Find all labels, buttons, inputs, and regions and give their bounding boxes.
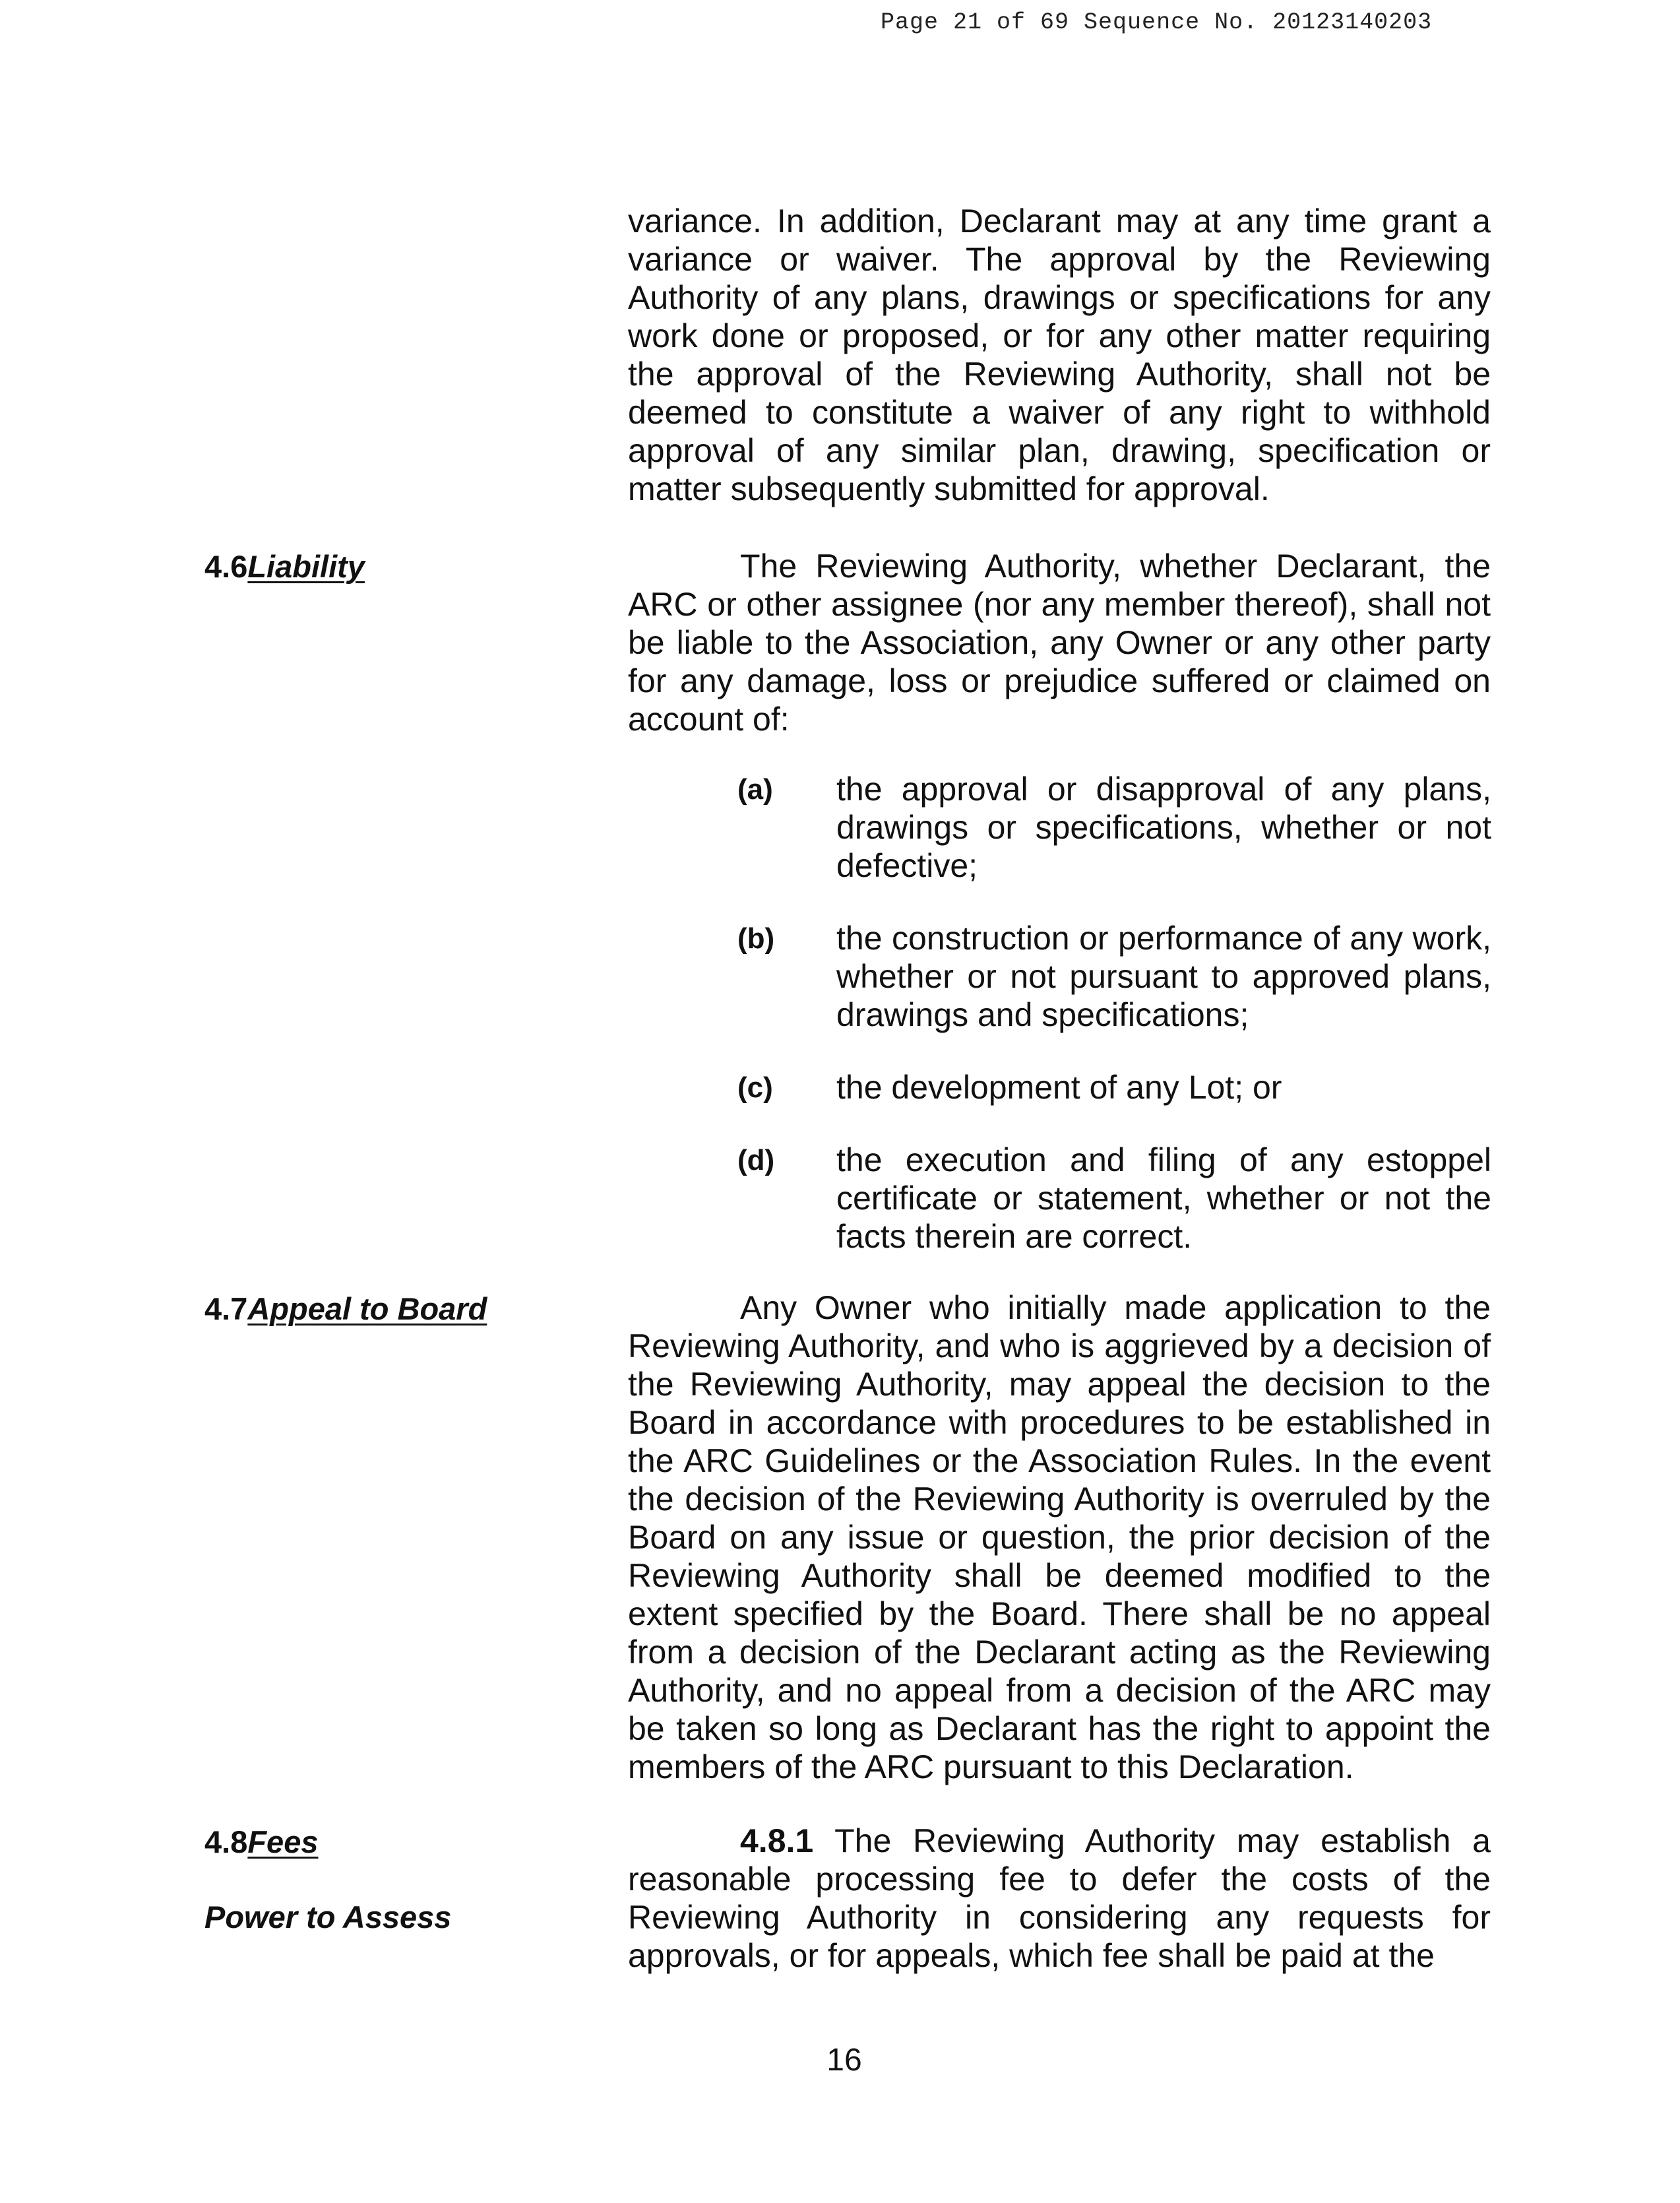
item-c-label: (c) [737,1071,773,1104]
section-4-8-title: Fees [247,1824,319,1859]
section-4-6-paragraph: The Reviewing Authority, whether Declarant, the ARC or other assignee (nor any member thereof), shall not be liable to the Association, any Owner or any other party for any damage, loss or prejudice suffered or claimed on account of: [628,548,1491,738]
item-d-label: (d) [737,1144,775,1176]
page-number: 16 [826,2043,862,2078]
section-4-7-title: Appeal to Board [247,1291,487,1326]
section-4-8-paragraph [628,1822,1491,1975]
section-4-7-number: 4.7 [204,1291,248,1326]
page-header: Page 21 of 69 Sequence No. 20123140203 [881,9,1433,36]
section-4-6-title: Liability [247,549,365,584]
section-4-6-heading [204,548,365,586]
section-4-6-number: 4.6 [204,549,248,584]
item-a-text: the approval or disapproval of any plans, drawings or specifications, whether or not defective; [836,771,1491,884]
continuation-paragraph: variance. In addition, Declarant may at any time grant a variance or waiver. The approval by the Reviewing Authority of any plans, drawings or specifications for any work done or proposed, or for any other matter requiring the approval of the Reviewing Authority, shall not be deemed to constitute a waiver of any right to withhold approval of any similar plan, drawing, specification or matter subsequently submitted for approval. [628,203,1491,507]
section-4-8-heading [204,1823,318,1861]
item-d-text: the execution and filing of any estoppel certificate or statement, whether or not the facts therein are correct. [836,1141,1491,1255]
item-a-label: (a) [737,773,773,806]
section-4-8-number: 4.8 [204,1824,248,1859]
section-4-7-paragraph: Any Owner who initially made application to the Reviewing Authority, and who is aggrieved by a decision of the Reviewing Authority, may appeal the decision to the Board in accordance with procedures to be established in the ARC Guidelines or the Association Rules. In the event the decision of the Reviewing Authority is overruled by the Board on any issue or question, the prior decision of the Reviewing Authority shall be deemed modified to the extent specified by the Board. There shall be no appeal from a decision of the Declarant acting as the Reviewing Authority, and no appeal from a decision of the ARC may be taken so long as Declarant has the right to appoint the members of the ARC pursuant to this Declaration. [628,1289,1491,1785]
section-4-7-heading [204,1290,487,1328]
section-4-8-1-number: 4.8.1 [740,1822,814,1859]
item-c-text: the development of any Lot; or [836,1069,1282,1106]
section-4-8-subtitle: Power to Assess [204,1900,452,1934]
section-4-8-1-text: The Reviewing Authority may establish a reasonable processing fee to defer the costs of the Reviewing Authority in considering any requests for approvals, or for appeals, which fee shall be paid at the [628,1822,1491,1974]
item-b-label: (b) [737,922,775,955]
item-b-text: the construction or performance of any work, whether or not pursuant to approved plans, drawings and specifications; [836,920,1491,1033]
